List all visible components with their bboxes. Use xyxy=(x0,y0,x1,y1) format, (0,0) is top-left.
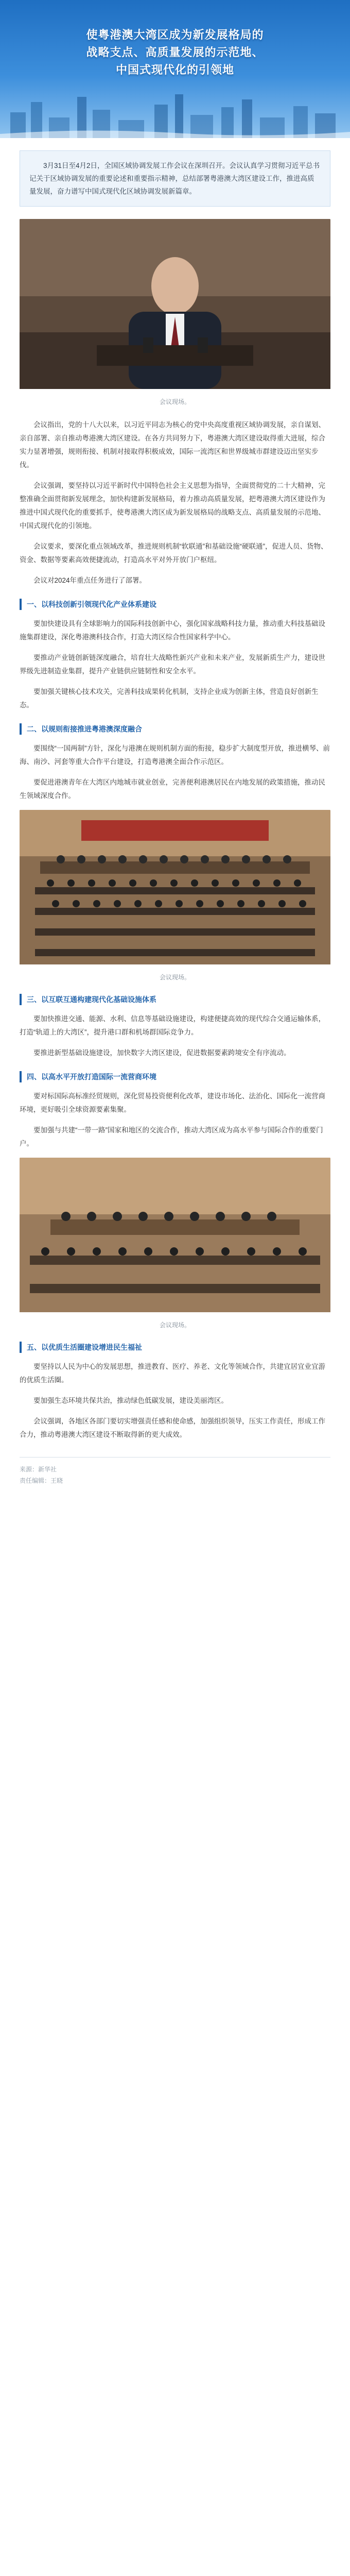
banner-title-line-2: 战略支点、高质量发展的示范地、 xyxy=(86,46,264,59)
section-2-paragraph-2: 要促进港澳青年在大湾区内地城市就业创业，完善便利港澳居民在内地发展的政策措施，推动民生领域深度合作。 xyxy=(20,778,325,800)
body-paragraph-2: 会议强调，要坚持以习近平新时代中国特色社会主义思想为指导，全面贯彻党的二十大精神，完整准确全面贯彻新发展理念，加快构建新发展格局，着力推动高质量发展，把粤港澳大湾区建设作为推进中国式现代化的重要抓手，使粤港澳大湾区成为新发展格局的战略支点、高质量发展的示范地、中国式现代化的引领地。 xyxy=(20,482,325,530)
body-paragraph-4: 会议对2024年重点任务进行了部署。 xyxy=(33,577,147,584)
banner-title-line-1: 使粤港澳大湾区成为新发展格局的 xyxy=(86,29,264,42)
section-2-title: 二、以规则衔接推进粤港澳深度融合 xyxy=(20,723,330,735)
meeting-speaker-image xyxy=(20,219,330,389)
skyline-illustration xyxy=(0,92,350,138)
section-1-paragraph-2: 要推动产业链创新链深度融合，培育壮大战略性新兴产业和未来产业，发展新质生产力，建设世界级先进制造业集群，提升产业链供应链韧性和安全水平。 xyxy=(20,654,325,675)
section-5-paragraph-3: 会议强调，各地区各部门要切实增强责任感和使命感，加强组织领导，压实工作责任，形成工作合力，推动粤港澳大湾区建设不断取得新的更大成效。 xyxy=(20,1417,325,1438)
photo-3-caption: 会议现场。 xyxy=(159,1321,190,1329)
photo-2-caption: 会议现场。 xyxy=(159,974,190,981)
source-line: 来源：新华社 xyxy=(20,1466,57,1473)
section-5-paragraph-1: 要坚持以人民为中心的发展思想，推进教育、医疗、养老、文化等领域合作，共建宜居宜业宜游的优质生活圈。 xyxy=(20,1363,325,1384)
section-3-paragraph-2: 要推进新型基础设施建设，加快数字大湾区建设，促进数据要素跨境安全有序流动。 xyxy=(33,1049,291,1057)
meeting-photo-1 xyxy=(20,219,330,392)
body-paragraph-1: 会议指出，党的十八大以来，以习近平同志为核心的党中央高度重视区域协调发展，亲自谋划、亲自部署、亲自推动粤港澳大湾区建设。在各方共同努力下，粤港澳大湾区建设取得重大进展，综合实力显著增强，规则衔接、机制对接取得积极成效，国际一流湾区和世界级城市群建设迈出坚实步伐。 xyxy=(20,421,325,469)
section-5-paragraph-2: 要加强生态环境共保共治，推动绿色低碳发展，建设美丽湾区。 xyxy=(33,1397,228,1404)
section-4-paragraph-1: 要对标国际高标准经贸规则，深化贸易投资便利化改革，建设市场化、法治化、国际化一流营商环境，更好吸引全球资源要素集聚。 xyxy=(20,1092,325,1113)
meeting-room-image xyxy=(20,1158,330,1312)
section-3-paragraph-1: 要加快推进交通、能源、水利、信息等基础设施建设，构建便捷高效的现代综合交通运输体系，打造“轨道上的大湾区”，提升港口群和机场群国际竞争力。 xyxy=(20,1015,325,1036)
photo-1-caption: 会议现场。 xyxy=(159,398,190,405)
section-4-title: 四、以高水平开放打造国际一流营商环境 xyxy=(20,1071,330,1082)
section-5-title: 五、以优质生活圈建设增进民生福祉 xyxy=(20,1342,330,1353)
section-1-paragraph-1: 要加快建设具有全球影响力的国际科技创新中心，强化国家战略科技力量，推动重大科技基础设施集群建设，深化粤港澳科技合作，打造大湾区综合性国家科学中心。 xyxy=(20,620,325,641)
conference-hall-image xyxy=(20,810,330,964)
article-footer xyxy=(20,1457,330,1486)
lead-summary: 3月31日至4月2日，全国区域协调发展工作会议在深圳召开。会议认真学习贯彻习近平总书记关于区域协调发展的重要论述和重要指示精神，总结部署粤港澳大湾区建设工作，推进高质量发展，奋力谱写中国式现代化区域协调发展新篇章。 xyxy=(20,150,330,207)
meeting-photo-2 xyxy=(20,810,330,967)
body-paragraph-3: 会议要求，要深化重点领域改革，推进规则机制“软联通”和基础设施“硬联通”，促进人员、货物、资金、数据等要素高效便捷流动，打造高水平对外开放门户枢纽。 xyxy=(20,543,328,564)
banner-title xyxy=(0,27,350,79)
banner-title-line-3: 中国式现代化的引领地 xyxy=(115,64,234,77)
meeting-photo-3 xyxy=(20,1158,330,1315)
article-content xyxy=(0,138,350,1442)
header-banner xyxy=(0,0,350,138)
section-4-paragraph-2: 要加强与共建“一带一路”国家和地区的交流合作，推动大湾区成为高水平参与国际合作的重要门户。 xyxy=(20,1126,323,1147)
section-1-title: 一、以科技创新引领现代化产业体系建设 xyxy=(20,599,330,610)
section-3-title: 三、以互联互通构建现代化基础设施体系 xyxy=(20,994,330,1005)
section-2-paragraph-1: 要围绕“一国两制”方针，深化与港澳在规则机制方面的衔接，稳步扩大制度型开放，推进横琴、前海、南沙、河套等重大合作平台建设，打造粤港澳全面合作示范区。 xyxy=(20,744,330,766)
section-1-paragraph-3: 要加强关键核心技术攻关，完善科技成果转化机制，支持企业成为创新主体，营造良好创新生态。 xyxy=(20,688,319,709)
editor-line: 责任编辑：王晓 xyxy=(20,1477,63,1484)
